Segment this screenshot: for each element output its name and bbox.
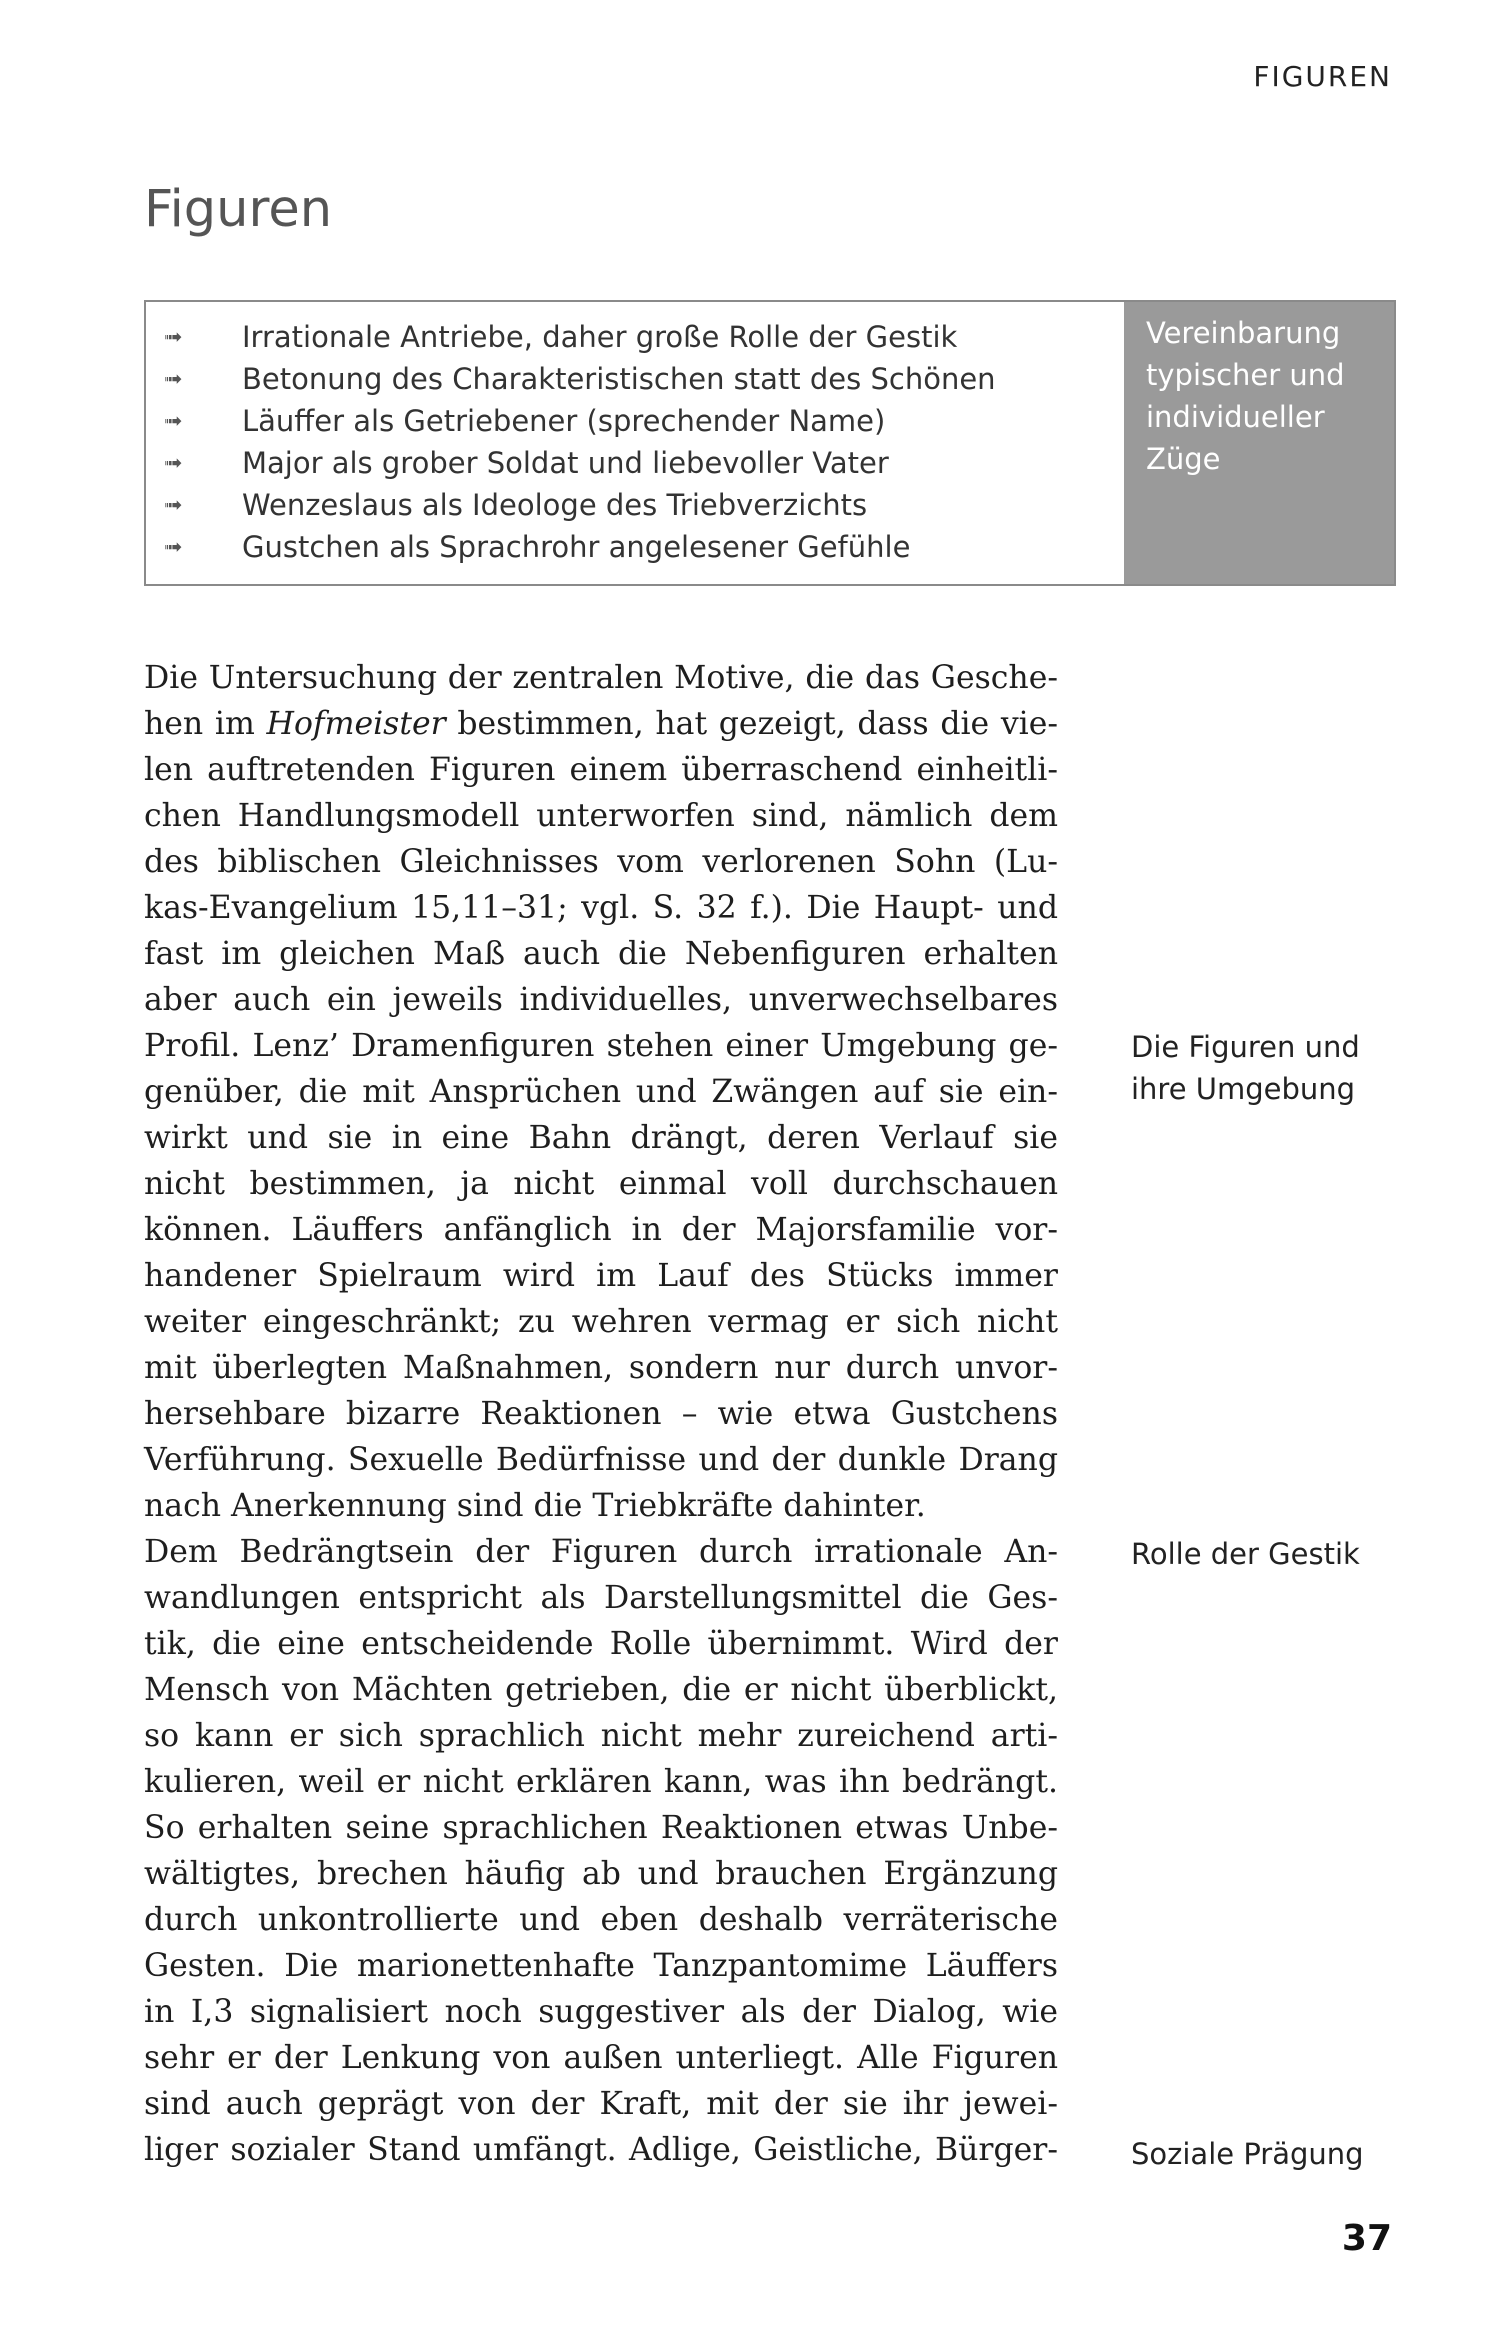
summary-box — [144, 300, 1396, 586]
body-line: durch unkontrollierte und eben deshalb verräterische — [144, 1902, 1058, 1938]
body-line: genüber, die mit Ansprüchen und Zwängen auf sie ein- — [144, 1074, 1058, 1110]
summary-item — [146, 400, 1124, 442]
body-line: aber auch ein jeweils individuelles, unverwechselbares — [144, 982, 1058, 1018]
summary-item-text: Läuffer als Getriebener (sprechender Name) — [242, 404, 886, 438]
body-line: So erhalten seine sprachlichen Reaktionen etwas Unbe- — [144, 1810, 1058, 1846]
body-line: fast im gleichen Maß auch die Nebenfiguren erhalten — [144, 936, 1058, 972]
arrow-right-icon: ➟ — [164, 492, 183, 518]
body-line: sind auch geprägt von der Kraft, mit der sie ihr jewei- — [144, 2086, 1058, 2122]
body-text-span: bestimmen, hat gezeigt, dass die vie- — [445, 706, 1059, 742]
body-line: nicht bestimmen, ja nicht einmal voll durchschauen — [144, 1166, 1058, 1202]
summary-side-line: individueller — [1146, 400, 1325, 434]
body-line: weiter eingeschränkt; zu wehren vermag er sich nicht — [144, 1304, 1058, 1340]
work-title: Hofmeister — [266, 706, 446, 742]
body-line: wältigtes, brechen häufig ab und brauchen Ergänzung — [144, 1856, 1058, 1892]
summary-side-label — [1124, 302, 1394, 584]
summary-item — [146, 358, 1124, 400]
chapter-title: Figuren — [144, 180, 333, 239]
body-line: nach Anerkennung sind die Triebkräfte dahinter. — [144, 1488, 926, 1524]
summary-list — [146, 302, 1124, 584]
margin-note-line: ihre Umgebung — [1131, 1072, 1356, 1106]
body-line: Gesten. Die marionettenhafte Tanzpantomime Läuffers — [144, 1948, 1058, 1984]
body-line: chen Handlungsmodell unterworfen sind, nämlich dem — [144, 798, 1058, 834]
body-line: Mensch von Mächten getrieben, die er nicht überblickt, — [144, 1672, 1058, 1708]
body-line: können. Läuffers anfänglich in der Majorsfamilie vor- — [144, 1212, 1058, 1248]
margin-note-line: Soziale Prägung — [1131, 2137, 1364, 2171]
summary-item — [146, 526, 1124, 568]
body-line: in I,3 signalisiert noch suggestiver als der Dialog, wie — [144, 1994, 1058, 2030]
summary-side-line: Züge — [1146, 442, 1221, 476]
running-head: FIGUREN — [1253, 60, 1392, 93]
body-line: mit überlegten Maßnahmen, sondern nur durch unvor- — [144, 1350, 1058, 1386]
summary-item — [146, 316, 1124, 358]
summary-item — [146, 442, 1124, 484]
body-line: des biblischen Gleichnisses vom verlorenen Sohn (Lu- — [144, 844, 1058, 880]
summary-item-text: Wenzeslaus als Ideologe des Triebverzichts — [242, 488, 868, 522]
margin-note-figuren-umgebung — [1131, 1026, 1391, 1110]
body-line: Die Untersuchung der zentralen Motive, die das Gesche- — [144, 660, 1058, 696]
body-text-span: hen im — [144, 706, 267, 742]
body-line: liger sozialer Stand umfängt. Adlige, Geistliche, Bürger- — [144, 2132, 1058, 2168]
summary-side-line: typischer und — [1146, 358, 1345, 392]
arrow-right-icon: ➟ — [164, 408, 183, 434]
body-line: Dem Bedrängtsein der Figuren durch irrationale An- — [144, 1534, 1058, 1570]
body-line: Verführung. Sexuelle Bedürfnisse und der dunkle Drang — [144, 1442, 1058, 1478]
arrow-right-icon: ➟ — [164, 366, 183, 392]
body-line: tik, die eine entscheidende Rolle übernimmt. Wird der — [144, 1626, 1058, 1662]
body-line: wandlungen entspricht als Darstellungsmittel die Ges- — [144, 1580, 1058, 1616]
arrow-right-icon: ➟ — [164, 324, 183, 350]
margin-note-line: Rolle der Gestik — [1131, 1537, 1360, 1571]
margin-note-line: Die Figuren und — [1131, 1030, 1360, 1064]
body-line — [144, 701, 1058, 747]
page-number: 37 — [1341, 2218, 1392, 2259]
margin-note-rolle-der-gestik — [1131, 1533, 1391, 1575]
body-line: sehr er der Lenkung von außen unterliegt. Alle Figuren — [144, 2040, 1058, 2076]
summary-side-line: Vereinbarung — [1146, 316, 1341, 350]
body-line: so kann er sich sprachlich nicht mehr zureichend arti- — [144, 1718, 1058, 1754]
margin-note-soziale-praegung — [1131, 2133, 1391, 2175]
body-line: Profil. Lenz’ Dramenfiguren stehen einer Umgebung ge- — [144, 1028, 1058, 1064]
summary-item — [146, 484, 1124, 526]
summary-item-text: Betonung des Charakteristischen statt des Schönen — [242, 362, 996, 396]
arrow-right-icon: ➟ — [164, 450, 183, 476]
summary-item-text: Gustchen als Sprachrohr angelesener Gefühle — [242, 530, 911, 564]
summary-item-text: Irrationale Antriebe, daher große Rolle der Gestik — [242, 320, 958, 354]
body-text — [144, 655, 1058, 2173]
body-line: wirkt und sie in eine Bahn drängt, deren Verlauf sie — [144, 1120, 1058, 1156]
summary-item-text: Major als grober Soldat und liebevoller Vater — [242, 446, 889, 480]
body-line: kas-Evangelium 15,11–31; vgl. S. 32 f.). Die Haupt- und — [144, 890, 1058, 926]
arrow-right-icon: ➟ — [164, 534, 183, 560]
body-line: len auftretenden Figuren einem überraschend einheitli- — [144, 752, 1058, 788]
body-line: kulieren, weil er nicht erklären kann, was ihn bedrängt. — [144, 1764, 1058, 1800]
body-line: handener Spielraum wird im Lauf des Stücks immer — [144, 1258, 1058, 1294]
body-line: hersehbare bizarre Reaktionen – wie etwa Gustchens — [144, 1396, 1058, 1432]
